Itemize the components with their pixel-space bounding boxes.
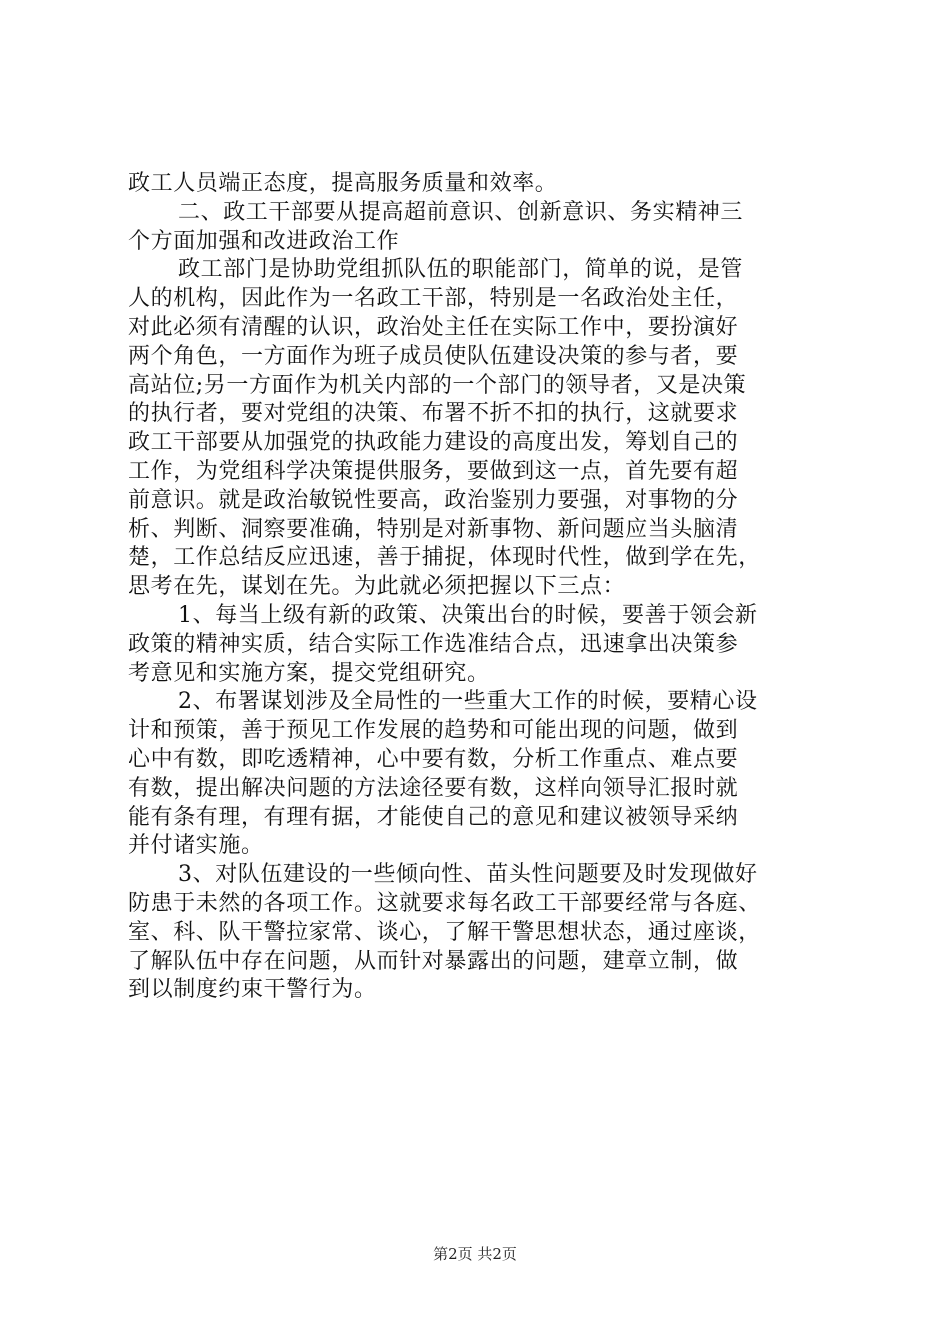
paragraph-first-line: 3、对队伍建设的一些倾向性、苗头性问题要及时发现做好	[178, 862, 758, 888]
text-line: 室、科、队干警拉家常、谈心，了解干警思想状态，通过座谈，	[128, 919, 761, 945]
paragraph-first-line: 二、政工干部要从提高超前意识、创新意识、务实精神三	[178, 199, 744, 225]
text-line: 高站位;另一方面作为机关内部的一个部门的领导者，又是决策	[128, 372, 747, 398]
text-line: 政工干部要从加强党的执政能力建设的高度出发，筹划自己的	[128, 430, 739, 456]
text-line: 防患于未然的各项工作。这就要求每名政工干部要经常与各庭、	[128, 890, 761, 916]
page-footer: 第2页 共2页	[433, 1245, 517, 1263]
text-line: 人的机构，因此作为一名政工干部，特别是一名政治处主任，	[128, 286, 739, 312]
text-line: 有数，提出解决问题的方法途径要有数，这样向领导汇报时就	[128, 775, 739, 801]
text-line: 对此必须有清醒的认识，政治处主任在实际工作中，要扮演好	[128, 314, 739, 340]
text-line: 的执行者，要对党组的决策、布署不折不扣的执行，这就要求	[128, 401, 739, 427]
text-line: 工作，为党组科学决策提供服务，要做到这一点，首先要有超	[128, 458, 739, 484]
text-line: 到以制度约束干警行为。	[128, 977, 377, 1003]
text-line: 两个角色，一方面作为班子成员使队伍建设决策的参与者，要	[128, 343, 739, 369]
text-line: 考意见和实施方案，提交党组研究。	[128, 660, 490, 686]
text-line: 思考在先，谋划在先。为此就必须把握以下三点：	[128, 574, 626, 600]
text-line: 政工人员端正态度，提高服务质量和效率。	[128, 171, 558, 196]
text-line: 并付诸实施。	[128, 833, 264, 859]
paragraph-first-line: 政工部门是协助党组抓队伍的职能部门，简单的说，是管	[178, 257, 744, 283]
paragraph-first-line: 2、布署谋划涉及全局性的一些重大工作的时候，要精心设	[178, 689, 758, 715]
text-line: 楚，工作总结反应迅速，善于捕捉，体现时代性，做到学在先，	[128, 545, 761, 571]
text-line: 个方面加强和改进政治工作	[128, 228, 400, 254]
text-line: 心中有数，即吃透精神，心中要有数，分析工作重点、难点要	[128, 746, 739, 772]
text-line: 析、判断、洞察要准确，特别是对新事物、新问题应当头脑清	[128, 516, 739, 542]
text-line: 政策的精神实质，结合实际工作选准结合点，迅速拿出决策参	[128, 631, 739, 657]
text-line: 能有条有理，有理有据，才能使自己的意见和建议被领导采纳	[128, 804, 739, 830]
text-line: 计和预策，善于预见工作发展的趋势和可能出现的问题，做到	[128, 718, 739, 744]
document-body	[128, 170, 834, 1005]
text-line: 了解队伍中存在问题，从而针对暴露出的问题，建章立制，做	[128, 948, 739, 974]
text-line: 前意识。就是政治敏锐性要高，政治鉴别力要强，对事物的分	[128, 487, 739, 513]
paragraph-first-line: 1、每当上级有新的政策、决策出台的时候，要善于领会新	[178, 602, 758, 628]
